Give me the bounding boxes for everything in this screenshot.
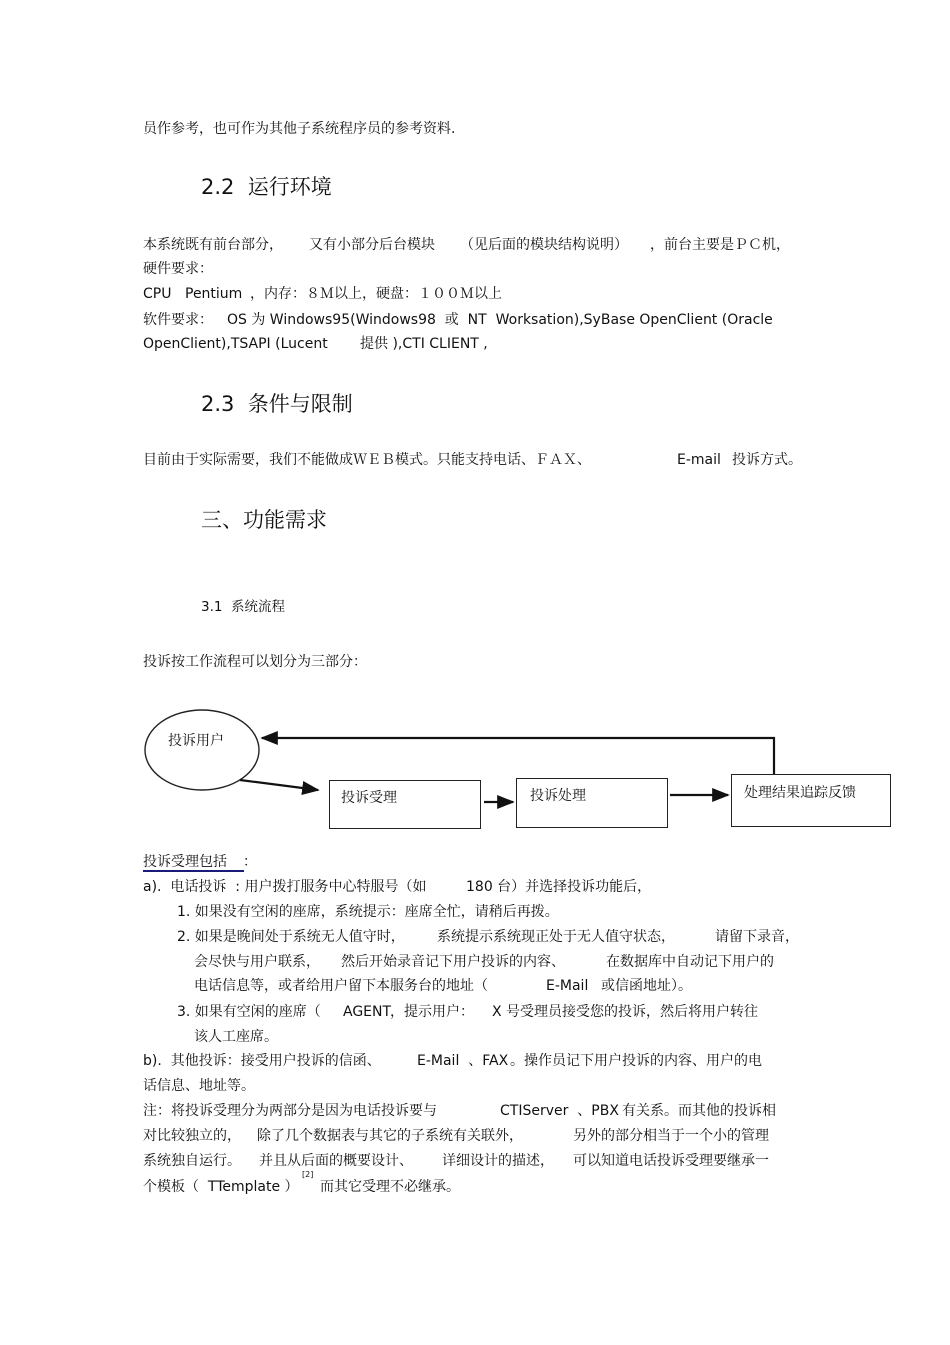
accept-title-underline — [143, 870, 244, 872]
note-line3: 详细设计的描述， — [442, 1153, 554, 1169]
note-line2: 除了几个数据表与其它的子系统有关联外， — [257, 1128, 523, 1144]
list-item-3: 3. 如果有空闲的座席（ — [177, 1004, 321, 1020]
limit-email: E-mail — [677, 452, 721, 468]
list-item-3: ，提示用户： — [390, 1004, 474, 1020]
list-item-2: 请留下录音， — [715, 929, 799, 945]
section-heading-2-2: 2.2 运行环境 — [201, 175, 332, 199]
list-item-2-line3: 或信函地址）。 — [601, 978, 692, 994]
section-heading-3: 三、功能需求 — [201, 508, 327, 532]
hardware-memory-disk: ，内存：８Ｍ以上，硬盘：１００Ｍ以上 — [250, 286, 502, 302]
flow-intro: 投诉按工作流程可以划分为三部分： — [143, 654, 367, 670]
arrow-feedback-to-user — [262, 738, 774, 775]
list-item-2-email: E-Mail — [546, 978, 589, 994]
node-process-label: 投诉处理 — [530, 788, 586, 804]
phone-complaint: a). 电话投诉 : 用户拨打服务中心特服号（如 — [143, 879, 427, 895]
other-complaint-line2: 话信息、地址等。 — [143, 1078, 255, 1094]
env-text: 本系统既有前台部分， — [143, 237, 283, 253]
note-text: 有关系。而其他的投诉相 — [622, 1103, 776, 1119]
list-item-3: X 号受理员接受您的投诉，然后将用户转往 — [492, 1004, 759, 1020]
note-line2: 对比较独立的， — [143, 1128, 241, 1144]
list-item-2-line2: 然后开始录音记下用户投诉的内容、 — [341, 954, 565, 970]
node-complaint-user: 投诉用户 — [168, 733, 224, 749]
list-item-2: 系统提示系统现正处于无人值守状态， — [437, 929, 675, 945]
node-feedback-label: 处理结果追踪反馈 — [744, 785, 856, 801]
software-title: 软件要求： — [143, 312, 213, 328]
list-item-1: 1. 如果没有空闲的座席，系统提示：座席全忙，请稍后再拨。 — [177, 904, 559, 920]
env-text: 又有小部分后台模块 — [309, 237, 435, 253]
accept-title: 投诉受理包括 — [143, 854, 227, 870]
list-item-2-line2: 会尽快与用户联系， — [194, 954, 320, 970]
note-line4: 个模板（ TTemplate ） — [143, 1179, 299, 1195]
phone-complaint-cont: 180 台）并选择投诉功能后， — [466, 879, 652, 895]
node-accept-label: 投诉受理 — [341, 790, 397, 806]
other-complaint: b). 其他投诉：接受用户投诉的信函、 — [143, 1053, 381, 1069]
env-text: ，前台主要是ＰＣ机， — [650, 237, 790, 253]
hardware-title: 硬件要求： — [143, 261, 213, 277]
note-line2: 另外的部分相当于一个小的管理 — [573, 1128, 769, 1144]
other-complaint: 。操作员记下用户投诉的内容、用户的电 — [510, 1053, 762, 1069]
list-item-3-line2: 该人工座席。 — [194, 1029, 278, 1045]
software-os: OS 为 Windows95(Windows98 或 NT Worksation),SyBase OpenClient (Oracle — [227, 312, 773, 328]
other-complaint-email-fax: E-Mail 、FAX — [417, 1053, 509, 1069]
hardware-cpu: CPU — [143, 286, 172, 302]
env-text: （见后面的模块结构说明） — [460, 237, 628, 253]
limit-text-end: 投诉方式。 — [732, 452, 802, 468]
note-reference: [2] — [302, 1170, 314, 1179]
list-item-3-agent: AGENT — [343, 1004, 392, 1020]
continued-text-line: 员作参考，也可作为其他子系统程序员的参考资料. — [143, 121, 456, 137]
software-line2b: 提供 ),CTI CLIENT , — [360, 336, 488, 352]
list-item-2-line2: 在数据库中自动记下用户的 — [606, 954, 774, 970]
note-line3: 系统独自运行。 — [143, 1153, 241, 1169]
subsection-heading-3-1: 3.1 系统流程 — [201, 599, 286, 615]
note-line3: 可以知道电话投诉受理要继承一 — [573, 1153, 769, 1169]
note-line4: 而其它受理不必继承。 — [320, 1179, 460, 1195]
limit-text: 目前由于实际需要，我们不能做成ＷＥＢ模式。只能支持电话、ＦＡＸ、 — [143, 452, 591, 468]
software-line2: OpenClient),TSAPI (Lucent — [143, 336, 328, 352]
note-text: 注：将投诉受理分为两部分是因为电话投诉要与 — [143, 1103, 437, 1119]
note-line3: 并且从后面的概要设计、 — [259, 1153, 413, 1169]
accept-title-colon: ： — [243, 854, 257, 870]
list-item-2-line3: 电话信息等，或者给用户留下本服务台的地址（ — [194, 978, 488, 994]
arrow-user-to-accept — [240, 780, 318, 790]
section-heading-2-3: 2.3 条件与限制 — [201, 392, 353, 416]
hardware-pentium: Pentium — [185, 286, 243, 302]
note-cti-pbx: CTIServer 、PBX — [500, 1103, 619, 1119]
list-item-2: 2. 如果是晚间处于系统无人值守时， — [177, 929, 405, 945]
